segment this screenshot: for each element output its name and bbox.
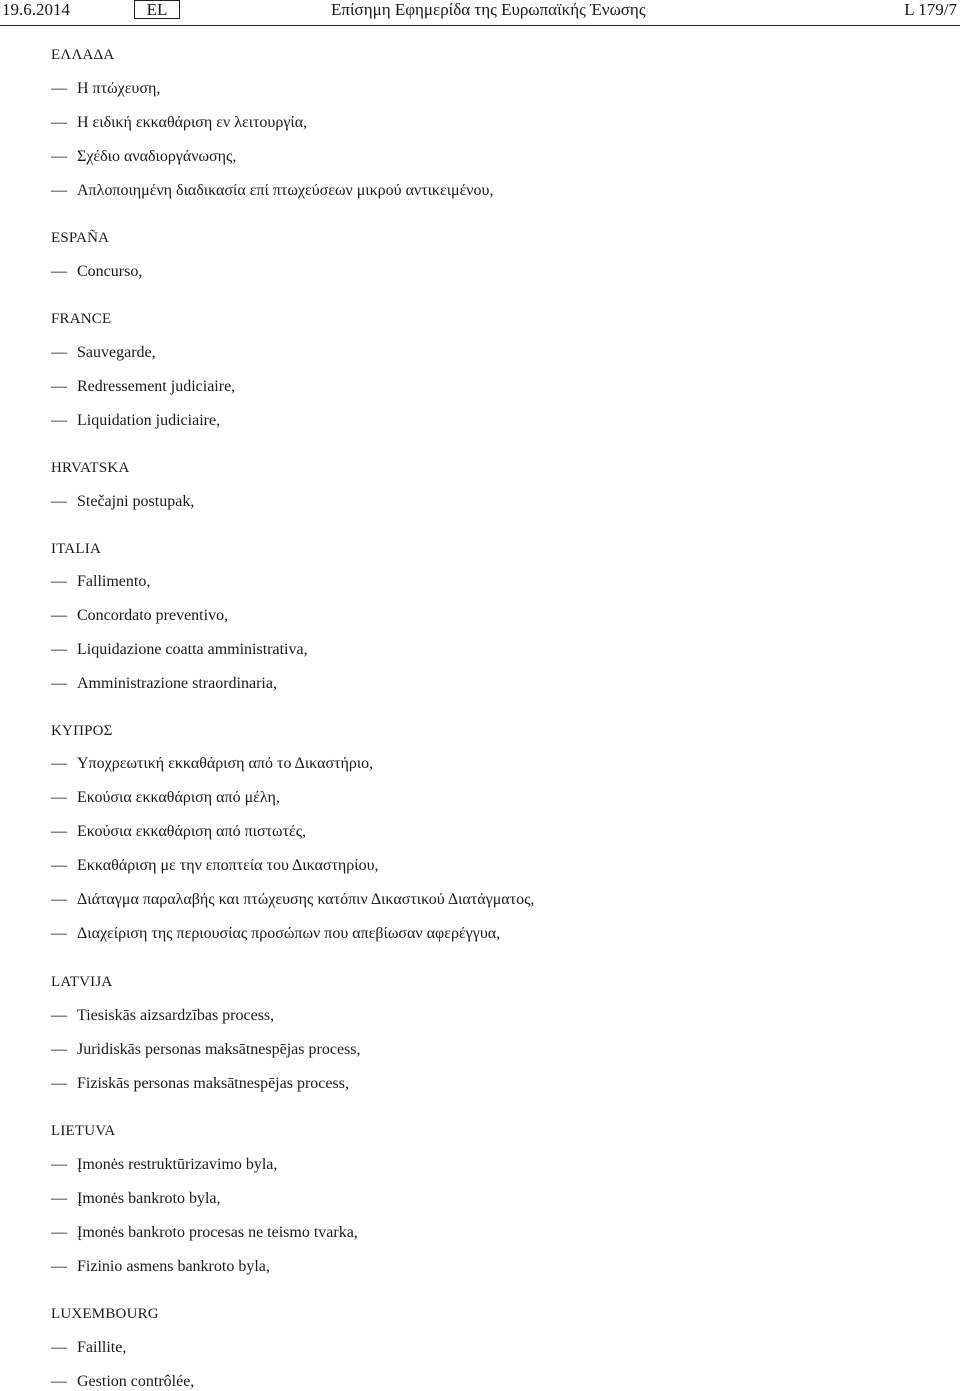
- item-text: Εκούσια εκκαθάριση από μέλη,: [77, 789, 280, 806]
- list-item: [51, 344, 156, 362]
- item-text: Redressement judiciaire,: [77, 378, 236, 395]
- item-text: Įmonės restruktūrizavimo byla,: [77, 1156, 278, 1173]
- list-item: [51, 1373, 194, 1391]
- dash-bullet: —: [51, 755, 67, 772]
- dash-bullet: —: [51, 607, 67, 624]
- dash-bullet: —: [51, 412, 67, 429]
- item-text: Διαχείριση της περιουσίας προσώπων που απεβίωσαν αφερέγγυα,: [77, 925, 501, 942]
- item-text: Υποχρεωτική εκκαθάριση από το Δικαστήριο,: [77, 755, 374, 772]
- dash-bullet: —: [51, 1258, 67, 1275]
- list-item: [51, 641, 308, 659]
- page-header: [0, 0, 960, 26]
- dash-bullet: —: [51, 925, 67, 942]
- item-text: Faillite,: [77, 1339, 127, 1356]
- publication-date: 19.6.2014: [2, 0, 70, 19]
- dash-bullet: —: [51, 1190, 67, 1207]
- item-text: Stečajni postupak,: [77, 493, 195, 510]
- dash-bullet: —: [51, 789, 67, 806]
- list-item: [51, 148, 236, 166]
- list-item: [51, 378, 235, 396]
- item-text: Fiziskās personas maksātnespējas process,: [77, 1075, 349, 1092]
- country-heading: LIETUVA: [51, 1123, 116, 1139]
- list-item: [51, 573, 150, 591]
- list-item: [51, 263, 142, 281]
- item-text: Concurso,: [77, 263, 143, 280]
- dash-bullet: —: [51, 493, 67, 510]
- list-item: [51, 1041, 361, 1059]
- dash-bullet: —: [51, 378, 67, 395]
- item-text: Įmonės bankroto byla,: [77, 1190, 221, 1207]
- country-heading: ΚΥΠΡΟΣ: [51, 723, 113, 739]
- item-text: Concordato preventivo,: [77, 607, 229, 624]
- list-item: [51, 607, 228, 625]
- item-text: Fallimento,: [77, 573, 151, 590]
- dash-bullet: —: [51, 891, 67, 908]
- list-item: [51, 891, 534, 909]
- dash-bullet: —: [51, 823, 67, 840]
- dash-bullet: —: [51, 1339, 67, 1356]
- list-item: [51, 755, 373, 773]
- dash-bullet: —: [51, 182, 67, 199]
- list-item: [51, 1224, 358, 1242]
- dash-bullet: —: [51, 1373, 67, 1390]
- list-item: [51, 925, 500, 943]
- country-heading: FRANCE: [51, 311, 112, 327]
- item-text: Liquidazione coatta amministrativa,: [77, 641, 308, 658]
- item-text: Η ειδική εκκαθάριση εν λειτουργία,: [77, 114, 308, 131]
- dash-bullet: —: [51, 1156, 67, 1173]
- dash-bullet: —: [51, 1224, 67, 1241]
- item-text: Gestion contrôlée,: [77, 1373, 195, 1390]
- language-code-box: EL: [134, 0, 180, 19]
- item-text: Εκκαθάριση με την εποπτεία του Δικαστηρίου,: [77, 857, 379, 874]
- list-item: [51, 182, 493, 200]
- list-item: [51, 493, 194, 511]
- item-text: Διάταγμα παραλαβής και πτώχευσης κατόπιν Δικαστικού Διατάγματος,: [77, 891, 535, 908]
- country-heading: ESPAÑA: [51, 230, 110, 246]
- list-item: [51, 114, 307, 132]
- item-text: Juridiskās personas maksātnespējas process,: [77, 1041, 361, 1058]
- item-text: Sauvegarde,: [77, 344, 156, 361]
- page-reference: L 179/7: [904, 0, 957, 19]
- item-text: Fizinio asmens bankroto byla,: [77, 1258, 270, 1275]
- list-item: [51, 1190, 221, 1208]
- list-item: [51, 1007, 274, 1025]
- dash-bullet: —: [51, 573, 67, 590]
- dash-bullet: —: [51, 1041, 67, 1058]
- country-heading: HRVATSKA: [51, 460, 130, 476]
- item-text: Η πτώχευση,: [77, 80, 161, 97]
- list-item: [51, 1156, 277, 1174]
- dash-bullet: —: [51, 344, 67, 361]
- list-item: [51, 80, 160, 98]
- item-text: Amministrazione straordinaria,: [77, 675, 277, 692]
- dash-bullet: —: [51, 80, 67, 97]
- item-text: Σχέδιο αναδιοργάνωσης,: [77, 148, 237, 165]
- list-item: [51, 675, 277, 693]
- journal-title: Επίσημη Εφημερίδα της Ευρωπαϊκής Ένωσης: [331, 0, 646, 19]
- item-text: Liquidation judiciaire,: [77, 412, 221, 429]
- item-text: Tiesiskās aizsardzības process,: [77, 1007, 275, 1024]
- dash-bullet: —: [51, 148, 67, 165]
- dash-bullet: —: [51, 675, 67, 692]
- item-text: Εκούσια εκκαθάριση από πιστωτές,: [77, 823, 307, 840]
- list-item: [51, 1339, 126, 1357]
- dash-bullet: —: [51, 1075, 67, 1092]
- country-heading: ITALIA: [51, 541, 101, 557]
- dash-bullet: —: [51, 114, 67, 131]
- country-heading: ΕΛΛΑΔΑ: [51, 47, 115, 63]
- list-item: [51, 1258, 270, 1276]
- list-item: [51, 789, 280, 807]
- dash-bullet: —: [51, 1007, 67, 1024]
- list-item: [51, 857, 379, 875]
- dash-bullet: —: [51, 857, 67, 874]
- dash-bullet: —: [51, 263, 67, 280]
- country-heading: LATVIJA: [51, 974, 113, 990]
- list-item: [51, 823, 306, 841]
- country-heading: LUXEMBOURG: [51, 1306, 159, 1322]
- dash-bullet: —: [51, 641, 67, 658]
- item-text: Įmonės bankroto procesas ne teismo tvarka,: [77, 1224, 358, 1241]
- list-item: [51, 1075, 349, 1093]
- item-text: Απλοποιημένη διαδικασία επί πτωχεύσεων μικρού αντικειμένου,: [77, 182, 494, 199]
- list-item: [51, 412, 220, 430]
